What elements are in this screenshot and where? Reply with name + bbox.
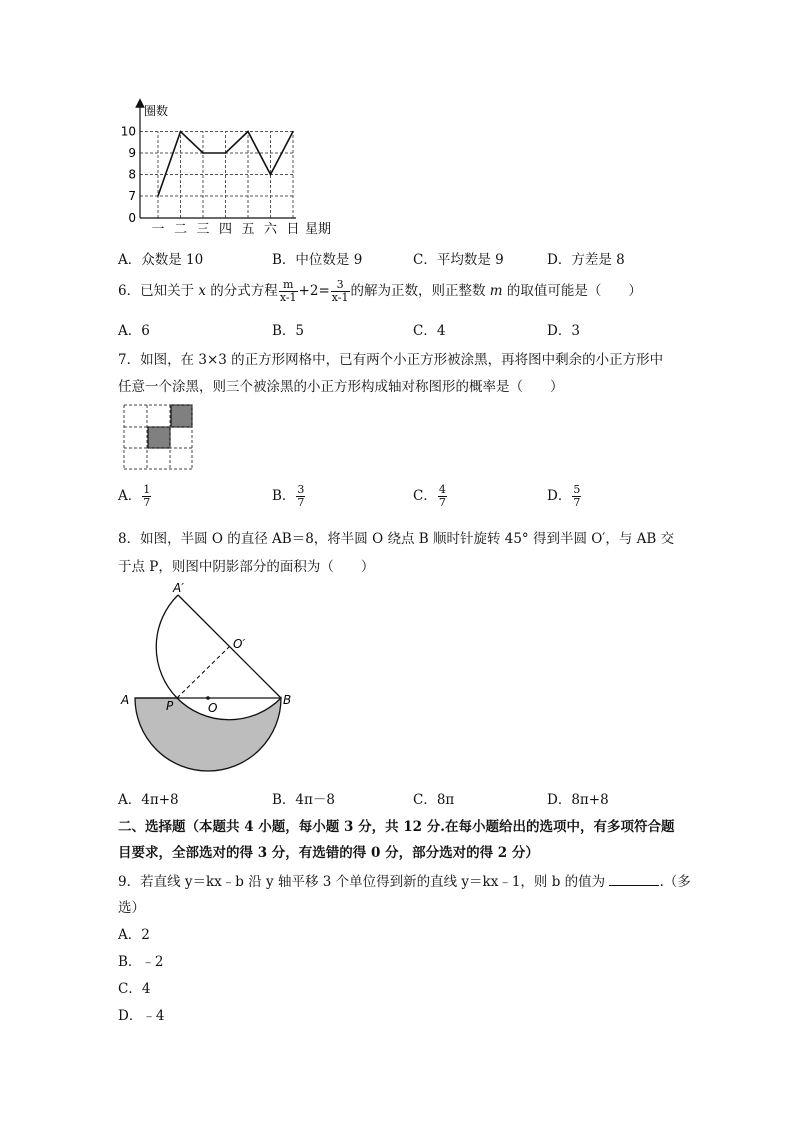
q8-option-a[interactable]: A．4π+8 xyxy=(118,792,179,808)
data-point xyxy=(225,152,227,154)
q5-option-b[interactable]: B．中位数是 9 xyxy=(272,252,363,268)
q8-stem-line2: 于点 P，则图中阴影部分的面积为（ ） xyxy=(118,559,375,575)
label-b: B xyxy=(283,693,292,707)
y-tick-label: 10 xyxy=(120,124,136,139)
label-a: A xyxy=(121,693,130,707)
q8-stem-line1: 8．如图，半圆 O 的直径 AB＝8，将半圆 O 绕点 B 顺时针旋转 45° 得到半圆 O′，与 AB 交 xyxy=(118,531,675,547)
q7-stem-line1: 7．如图，在 3×3 的正方形网格中，已有两个小正方形被涂黑，再将图中剩余的小正方形中 xyxy=(118,352,664,368)
q6-option-d[interactable]: D．3 xyxy=(547,323,580,339)
data-point xyxy=(292,131,294,133)
data-point xyxy=(202,152,204,154)
q5-line-chart xyxy=(118,98,348,240)
x-tick-label: 三 xyxy=(196,222,210,237)
q7-option-a[interactable]: A． $\frac{1}{7}$ xyxy=(118,483,151,509)
q9-stem-line1: 9．若直线 y＝kx﹣b 沿 y 轴平移 3 个单位得到新的直线 y＝kx﹣1，则 b 的值为 .（多 xyxy=(118,874,691,890)
q6-fraction-2: $\frac{3}{x-1}$ xyxy=(331,278,349,304)
q8-semicircle-figure xyxy=(118,580,308,780)
x-tick-label: 一 xyxy=(151,222,165,237)
x-tick-label: 六 xyxy=(263,222,278,237)
x-tick-label: 四 xyxy=(218,222,233,237)
q5-option-d[interactable]: D．方差是 8 xyxy=(547,252,625,268)
y-tick-label: 8 xyxy=(128,167,136,182)
q6-option-b[interactable]: B．5 xyxy=(272,323,305,339)
label-o: O xyxy=(208,701,218,715)
q6-option-a[interactable]: A．6 xyxy=(118,323,150,339)
shaded-square-2 xyxy=(148,427,170,448)
label-o-prime: O′ xyxy=(233,637,246,651)
q9-stem-line2: 选） xyxy=(118,900,145,916)
q6-fraction-1: $\frac{m}{x-1}$ xyxy=(279,278,297,304)
q7-grid-figure xyxy=(122,403,194,471)
q7-option-b[interactable]: B． $\frac{3}{7}$ xyxy=(272,483,305,509)
x-tick-label: 二 xyxy=(173,222,188,237)
q6-option-c[interactable]: C．4 xyxy=(413,323,446,339)
answer-blank[interactable] xyxy=(609,873,659,886)
data-point xyxy=(270,174,272,176)
data-point xyxy=(247,131,249,133)
q8-option-d[interactable]: D．8π+8 xyxy=(547,792,609,808)
y-tick-label: 0 xyxy=(128,211,136,225)
x-tick-label: 五 xyxy=(241,222,255,237)
q6-stem: 6．已知关于 x 的分式方程 $\frac{m}{x-1}$ +2= $\frac{3}{x-1}$ 的解为正数，则正整数 m 的取值可能是（ ） xyxy=(118,278,642,304)
q7-option-d[interactable]: D． $\frac{5}{7}$ xyxy=(547,483,581,509)
y-tick-label: 9 xyxy=(128,146,136,160)
section2-heading-line2: 目要求，全部选对的得 3 分，有选错的得 0 分，部分选对的得 2 分） xyxy=(118,845,539,861)
y-axis-label: 圈数 xyxy=(144,104,169,118)
rotated-semicircle-arc xyxy=(156,595,178,698)
q9-option-b[interactable]: B．﹣2 xyxy=(118,954,164,970)
y-tick-label: 7 xyxy=(128,189,136,203)
shaded-square-1 xyxy=(171,405,192,427)
data-point xyxy=(180,131,182,133)
label-p: P xyxy=(166,699,174,713)
q8-option-b[interactable]: B．4π－8 xyxy=(272,792,335,808)
center-o-dot xyxy=(206,696,210,700)
q7-option-c[interactable]: C． $\frac{4}{7}$ xyxy=(413,483,446,509)
dashed-segment-p-o-prime xyxy=(177,646,230,698)
q9-option-c[interactable]: C．4 xyxy=(118,981,151,997)
q9-option-a[interactable]: A．2 xyxy=(118,927,150,943)
x-tick-label: 日 xyxy=(286,222,300,237)
q5-option-a[interactable]: A．众数是 10 xyxy=(118,252,204,268)
section2-heading-line1: 二、选择题（本题共 4 小题，每小题 3 分，共 12 分.在每小题给出的选项中，有多项符合题 xyxy=(118,819,675,835)
q5-option-c[interactable]: C．平均数是 9 xyxy=(413,252,504,268)
q7-stem-line2: 任意一个涂黑，则三个被涂黑的小正方形构成轴对称图形的概率是（ ） xyxy=(118,379,564,395)
label-a-prime: A′ xyxy=(173,581,184,595)
q9-option-d[interactable]: D．﹣4 xyxy=(118,1008,165,1024)
data-point xyxy=(157,195,159,197)
q8-option-c[interactable]: C．8π xyxy=(413,792,455,808)
x-axis-label: 星期 xyxy=(305,222,332,237)
